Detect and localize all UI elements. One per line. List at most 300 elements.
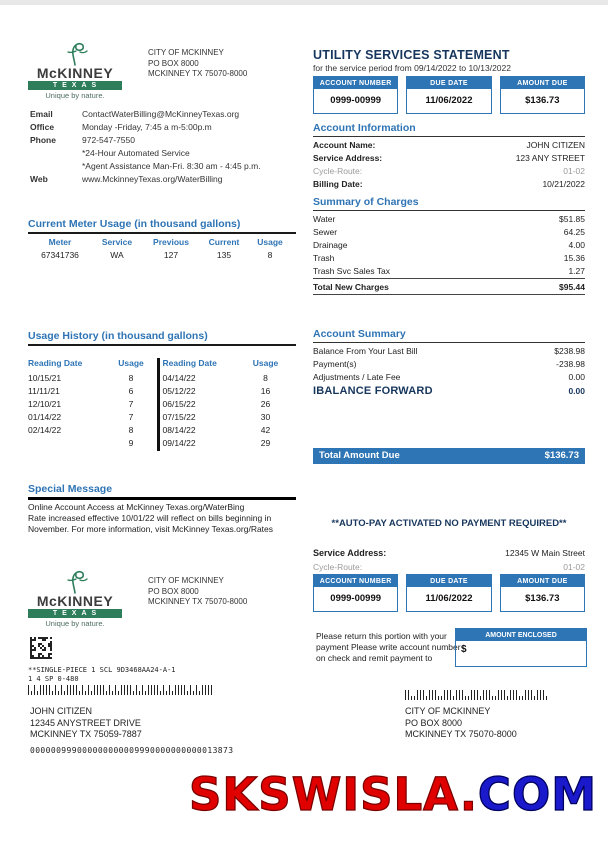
barcode-bar [103, 685, 104, 695]
mail-sort-lines [28, 666, 176, 684]
amount-due-value: $136.73 [525, 95, 560, 106]
account-info-value: 10/21/2022 [542, 178, 585, 189]
contact-row [30, 109, 295, 122]
org-address [148, 568, 247, 608]
total-new-charges-row [313, 278, 585, 295]
account-information-rows [313, 138, 585, 190]
contact-row [30, 135, 295, 148]
mail-sort-line-1: **SINGLE-PIECE 1 SCL 9D3468AA24-A-1 [28, 666, 176, 674]
usage-history-divider [157, 358, 160, 451]
contact-label [30, 148, 82, 161]
usage-history-row [28, 412, 154, 425]
cycle-route-value: 01-02 [563, 561, 585, 572]
contact-info [30, 109, 295, 187]
barcode-bar [181, 685, 182, 695]
barcode-bar [58, 691, 59, 696]
logo-tagline: Unique by nature. [45, 91, 105, 100]
recipient-line: JOHN CITIZEN [30, 706, 92, 716]
logo-texas-bar: TEXAS [28, 81, 122, 90]
usage-history-section [28, 330, 296, 451]
charge-value: 1.27 [568, 265, 585, 276]
charge-row [313, 212, 585, 225]
usage-cell: 29 [260, 438, 271, 448]
usage-history-row [163, 412, 289, 425]
barcode-bar [73, 685, 74, 695]
usage-cell: 8 [128, 373, 134, 383]
account-information-section [313, 122, 585, 190]
watermark-blue-text: COM [477, 768, 597, 821]
barcode-bar [489, 690, 490, 700]
account-summary-label: Payment(s) [313, 358, 357, 369]
contact-row [30, 122, 295, 135]
section-title: Account Summary [313, 328, 585, 343]
amount-enclosed-field: $ [461, 644, 467, 655]
reading-date-cell: 02/14/22 [28, 425, 62, 435]
usage-cell: 30 [260, 412, 271, 422]
barcode-bar [70, 685, 71, 695]
tree-icon [54, 40, 96, 66]
contact-label: Email [30, 109, 53, 119]
barcode-bar [190, 685, 191, 695]
barcode-bar [46, 685, 47, 695]
usage-cell: 9 [128, 438, 134, 448]
usage-history-row [163, 399, 289, 412]
barcode-bar [97, 685, 98, 695]
account-summary-rows [313, 344, 585, 383]
meter-usage-cell: 135 [216, 250, 232, 260]
barcode-bar [55, 685, 56, 695]
barcode-bar [187, 691, 188, 696]
account-summary-value: $238.98 [554, 345, 585, 356]
logo-tagline: Unique by nature. [45, 619, 105, 628]
box-label: AMOUNT DUE [501, 575, 584, 587]
contact-label [30, 161, 82, 174]
barcode-bar [435, 690, 436, 700]
barcode-bar [148, 685, 149, 695]
reading-date-cell: 09/14/22 [162, 438, 196, 448]
barcode-bar [516, 690, 517, 700]
barcode-bar [196, 685, 197, 695]
tree-icon [54, 568, 96, 594]
barcode-bar [100, 685, 101, 695]
account-number-box [313, 76, 398, 114]
special-message-line: Rate increased effective 10/01/22 will reflect on bills beginning in [28, 513, 272, 524]
barcode-bar [160, 691, 161, 696]
watermark-red-text: SKSWISLA. [189, 768, 478, 821]
account-info-label: Account Name: [313, 139, 376, 150]
section-title: Summary of Charges [313, 196, 585, 211]
special-message-body [28, 502, 296, 536]
service-address-value: 12345 W Main Street [505, 548, 585, 558]
barcode-bar [133, 691, 134, 696]
barcode-bar [91, 691, 92, 696]
contact-label: Web [30, 174, 48, 184]
barcode-bar [64, 691, 65, 696]
barcode-bar [175, 685, 176, 695]
reading-date-cell: 08/14/22 [162, 425, 196, 435]
barcode-bar [468, 696, 469, 701]
barcode-bar [49, 685, 50, 695]
barcode-bar [172, 691, 173, 696]
postnet-barcode [28, 685, 214, 695]
section-title: Usage History (in thousand gallons) [28, 330, 296, 346]
charges-rows [313, 212, 585, 277]
section-title: Special Message [28, 483, 296, 500]
charge-label: Drainage [313, 239, 348, 250]
statement-info-boxes [313, 76, 585, 114]
account-info-value: 123 ANY STREET [515, 152, 585, 163]
barcode-bar [531, 690, 532, 700]
charge-label: Sewer [313, 226, 338, 237]
barcode-bar [199, 691, 200, 696]
service-address-row [313, 546, 585, 560]
barcode-bar [543, 690, 544, 700]
header-logo-block [28, 40, 247, 100]
usage-history-row [28, 386, 154, 399]
account-summary-row [313, 370, 585, 383]
contact-row [30, 148, 295, 161]
account-info-label: Cycle-Route: [313, 165, 363, 176]
remit-address-block [313, 546, 585, 573]
barcode-bar [408, 690, 409, 700]
barcode-bar [61, 685, 62, 695]
barcode-bar [417, 690, 418, 700]
account-summary-label: Balance From Your Last Bill [313, 345, 418, 356]
barcode-bar [142, 685, 143, 695]
contact-label: Office [30, 122, 55, 132]
contact-value: 972-547-7550 [82, 135, 135, 145]
special-message-line: Online Account Access at McKinney Texas.org/WaterBing [28, 502, 245, 512]
barcode-bar [208, 685, 209, 695]
meter-usage-rows [28, 250, 296, 260]
account-summary-row [313, 344, 585, 357]
reading-date-header: Reading Date [162, 358, 217, 368]
barcode-bar [426, 696, 427, 701]
total-amount-due-bar [313, 448, 585, 464]
barcode-bar [166, 691, 167, 696]
barcode-bar [444, 690, 445, 700]
barcode-bar [519, 696, 520, 701]
barcode-bar [456, 690, 457, 700]
barcode-bar [193, 691, 194, 696]
barcode-bar [447, 690, 448, 700]
remit-info-boxes [313, 574, 585, 612]
barcode-bar [139, 691, 140, 696]
barcode-bar [501, 690, 502, 700]
meter-usage-header: Service [101, 237, 133, 247]
barcode-bar [79, 691, 80, 696]
cycle-route-row [313, 560, 585, 573]
barcode-bar [115, 685, 116, 695]
amount-due-box [500, 76, 585, 114]
remit-stub-logo-block [28, 568, 247, 628]
barcode-bar [157, 685, 158, 695]
contact-value: *24-Hour Automated Service [82, 148, 190, 158]
barcode-bar [507, 696, 508, 701]
barcode-bar [112, 691, 113, 696]
usage-header: Usage [252, 358, 279, 368]
barcode-bar [459, 690, 460, 700]
balance-forward-row [313, 383, 585, 399]
balance-forward-label: IBALANCE FORWARD [313, 385, 433, 397]
org-address-line: MCKINNEY TX 75070-8000 [148, 597, 248, 606]
barcode-bar [184, 685, 185, 695]
usage-cell: 16 [260, 386, 271, 396]
skswisla-watermark [178, 768, 608, 821]
reading-date-cell: 06/15/22 [162, 399, 196, 409]
charge-value: 15.36 [563, 252, 585, 263]
barcode-bar [67, 685, 68, 695]
barcode-bar [537, 690, 538, 700]
org-address-line: CITY OF MCKINNEY [148, 576, 224, 585]
usage-history-row [163, 373, 289, 386]
charge-row [313, 251, 585, 264]
special-message-line: November. For more information, visit McKinney Texas.org/Rates [28, 524, 274, 535]
barcode-bar [528, 690, 529, 700]
section-title: Account Information [313, 122, 585, 137]
charge-value: $51.85 [559, 213, 585, 224]
barcode-bar [483, 690, 484, 700]
charge-label: Trash [313, 252, 335, 263]
payee-address-line: MCKINNEY TX 75070-8000 [405, 729, 517, 739]
reading-date-cell: 04/14/22 [162, 373, 196, 383]
barcode-bar [429, 690, 430, 700]
meter-usage-header: Meter [48, 237, 72, 247]
total-amount-due-label: Total Amount Due [319, 450, 400, 461]
barcode-bar [486, 690, 487, 700]
contact-row [30, 174, 295, 187]
barcode-bar [106, 691, 107, 696]
logo-wordmark: McKINNEY [36, 593, 114, 609]
reading-date-cell: 12/10/21 [28, 399, 62, 409]
barcode-bar [178, 685, 179, 695]
barcode-bar [109, 685, 110, 695]
charge-value: 64.25 [563, 226, 585, 237]
special-message-section [28, 483, 296, 536]
contact-value: *Agent Assistance Man-Fri. 8:30 am - 4:45 p.m. [82, 161, 261, 171]
meter-usage-row [28, 250, 296, 260]
amount-enclosed-label: AMOUNT ENCLOSED [456, 629, 586, 641]
usage-history-right-table [163, 358, 289, 451]
usage-history-row [28, 438, 154, 451]
barcode-bar [441, 696, 442, 701]
barcode-bar [525, 690, 526, 700]
contact-label: Phone [30, 135, 56, 145]
org-address-line: PO BOX 8000 [148, 58, 199, 68]
payee-address [405, 706, 517, 741]
account-number-box [313, 574, 398, 612]
usage-cell: 7 [128, 412, 134, 422]
summary-of-charges-section [313, 196, 585, 295]
section-title: Current Meter Usage (in thousand gallons) [28, 218, 296, 234]
barcode-bar [414, 696, 415, 701]
box-label: DUE DATE [407, 575, 490, 587]
barcode-bar [420, 690, 421, 700]
meter-usage-header-row [28, 237, 296, 247]
mail-sort-line-2: 1 4 SP 0-480 [28, 675, 79, 683]
meter-usage-cell: 67341736 [41, 250, 79, 260]
barcode-bar [504, 690, 505, 700]
total-new-charges-value: $95.44 [559, 281, 585, 292]
usage-history-row [28, 373, 154, 386]
usage-cell: 8 [263, 373, 268, 383]
barcode-bar [154, 685, 155, 695]
scan-edge-strip [0, 0, 608, 5]
account-info-value: 01-02 [563, 165, 585, 176]
barcode-bar [411, 696, 412, 701]
account-info-row [313, 138, 585, 151]
barcode-bar [546, 696, 547, 701]
reading-date-cell: 01/14/22 [28, 412, 62, 422]
charge-row [313, 238, 585, 251]
logo-texas-bar: TEXAS [28, 609, 122, 618]
box-label: DUE DATE [407, 77, 490, 89]
barcode-bar [82, 685, 83, 695]
recipient-address [30, 706, 142, 741]
barcode-bar [522, 696, 523, 701]
barcode-bar [40, 685, 41, 695]
org-address-line: PO BOX 8000 [148, 586, 199, 596]
account-info-row [313, 151, 585, 164]
barcode-bar [205, 685, 206, 695]
total-amount-due-value: $136.73 [544, 450, 579, 461]
barcode-bar [37, 691, 38, 696]
account-info-label: Billing Date: [313, 178, 363, 189]
account-summary-label: Adjustments / Late Fee [313, 371, 401, 382]
barcode-bar [510, 690, 511, 700]
barcode-bar [202, 685, 203, 695]
box-label: ACCOUNT NUMBER [314, 575, 397, 587]
current-meter-usage-section [28, 218, 296, 260]
amount-due-value: $136.73 [525, 593, 560, 604]
cycle-route-label: Cycle-Route: [313, 561, 363, 572]
barcode-bar [34, 685, 35, 695]
barcode-bar [130, 685, 131, 695]
barcode-bar [163, 685, 164, 695]
charge-value: 4.00 [568, 239, 585, 250]
barcode-bar [121, 685, 122, 695]
account-summary-row [313, 357, 585, 370]
total-new-charges-label: Total New Charges [313, 281, 389, 292]
datamatrix-code [30, 637, 52, 659]
usage-history-row [163, 386, 289, 399]
barcode-bar [211, 685, 212, 695]
barcode-bar [465, 696, 466, 701]
barcode-bar [28, 685, 29, 695]
barcode-bar [513, 690, 514, 700]
contact-row [30, 161, 295, 174]
charge-label: Water [313, 213, 336, 224]
qr-module [50, 657, 52, 659]
barcode-bar [480, 696, 481, 701]
org-address [148, 40, 247, 80]
usage-history-header-row [163, 358, 289, 371]
barcode-bar [492, 696, 493, 701]
payee-address-line: PO BOX 8000 [405, 717, 463, 728]
meter-usage-cell: 127 [163, 250, 179, 260]
meter-usage-header: Previous [153, 237, 189, 247]
barcode-bar [124, 685, 125, 695]
service-address-label: Service Address: [313, 548, 387, 558]
meter-usage-cell: WA [110, 250, 124, 260]
barcode-bar [169, 685, 170, 695]
barcode-bar [534, 696, 535, 701]
amount-enclosed-box [455, 628, 587, 667]
charge-row [313, 225, 585, 238]
meter-usage-cell: 8 [267, 250, 273, 260]
barcode-bar [450, 690, 451, 700]
service-period: for the service period from 09/14/2022 to 10/13/2022 [313, 63, 511, 73]
account-info-row [313, 164, 585, 177]
barcode-bar [31, 691, 32, 696]
usage-history-row [163, 425, 289, 438]
meter-usage-header: Current [208, 237, 240, 247]
recipient-line: 12345 ANYSTREET DRIVE [30, 717, 141, 728]
barcode-bar [88, 685, 89, 695]
barcode-bar [471, 690, 472, 700]
account-summary-value: 0.00 [568, 371, 585, 382]
reading-date-cell [28, 438, 108, 451]
barcode-bar [498, 690, 499, 700]
reading-date-cell: 07/15/22 [162, 412, 196, 422]
barcode-bar [462, 690, 463, 700]
barcode-bar [540, 690, 541, 700]
statement-title: UTILITY SERVICES STATEMENT [313, 48, 510, 62]
recipient-line: MCKINNEY TX 75059-7887 [30, 729, 142, 739]
barcode-bar [43, 685, 44, 695]
account-summary-value: -238.98 [556, 358, 585, 369]
amount-due-box [500, 574, 585, 612]
postnet-barcode [405, 690, 549, 700]
reading-date-header: Reading Date [28, 358, 83, 368]
barcode-bar [432, 690, 433, 700]
due-date-box [406, 76, 491, 114]
usage-history-tables [28, 358, 296, 451]
due-date-value: 11/06/2022 [425, 593, 473, 604]
scanline-account-digits: 000000999000000000009990000000000013873 [30, 746, 234, 755]
barcode-bar [94, 685, 95, 695]
usage-cell: 8 [128, 425, 134, 435]
account-info-row [313, 177, 585, 190]
usage-cell: 42 [260, 425, 271, 435]
barcode-bar [423, 690, 424, 700]
contact-value: Monday -Friday, 7:45 a m-5:00p.m [82, 122, 212, 132]
barcode-bar [405, 690, 406, 700]
barcode-bar [52, 691, 53, 696]
payee-address-line: CITY OF MCKINNEY [405, 706, 491, 716]
logo-wordmark: McKINNEY [36, 65, 114, 81]
barcode-bar [453, 696, 454, 701]
meter-usage-header: Usage [257, 237, 283, 247]
usage-history-left-table [28, 358, 154, 451]
barcode-bar [438, 696, 439, 701]
box-label: AMOUNT DUE [501, 77, 584, 89]
due-date-value: 11/06/2022 [425, 95, 473, 106]
barcode-bar [495, 696, 496, 701]
usage-history-row [28, 399, 154, 412]
barcode-bar [76, 685, 77, 695]
contact-value: www.MckinneyTexas.org/WaterBilling [82, 174, 223, 184]
reading-date-cell: 11/11/21 [28, 386, 60, 396]
balance-forward-value: 0.00 [568, 386, 585, 396]
barcode-bar [477, 690, 478, 700]
barcode-bar [151, 685, 152, 695]
usage-cell: 7 [128, 399, 134, 409]
due-date-box [406, 574, 491, 612]
usage-header: Usage [118, 358, 144, 368]
return-portion-instructions: Please return this portion with your payment Please write account number on check and remit payment to [316, 631, 461, 663]
barcode-bar [85, 691, 86, 696]
